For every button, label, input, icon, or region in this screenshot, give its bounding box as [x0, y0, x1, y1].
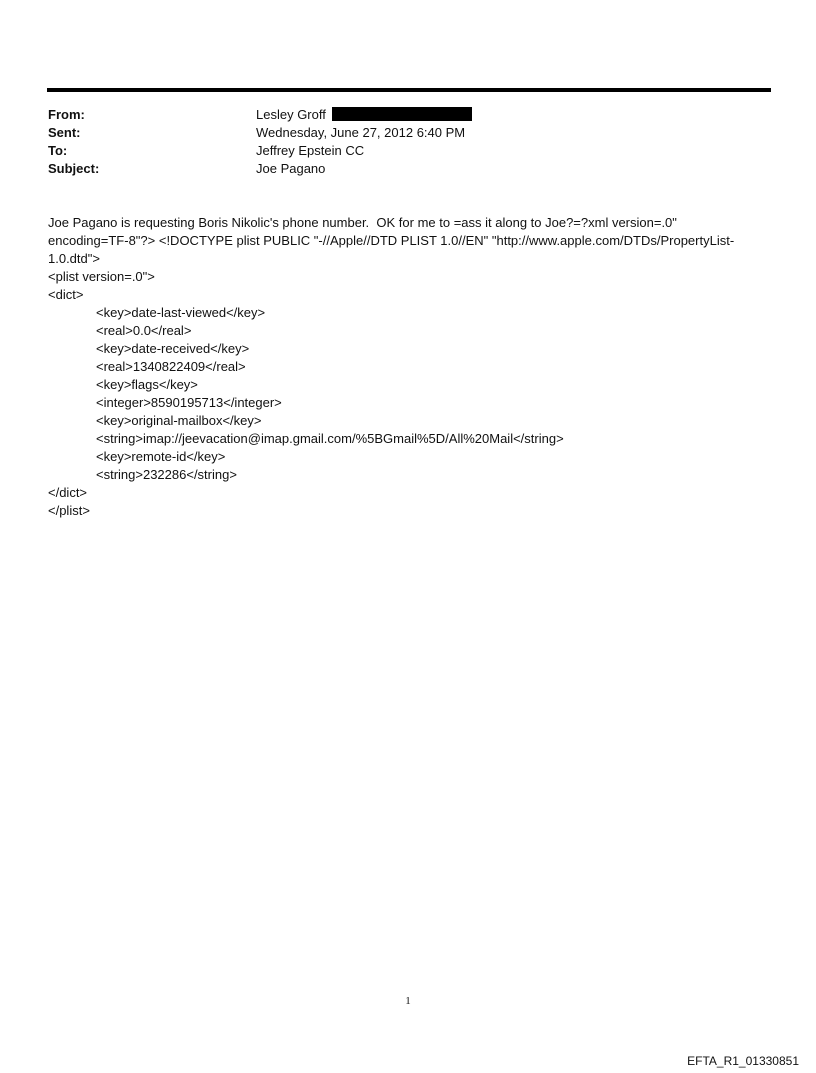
body-line: <key>flags</key>: [96, 377, 198, 392]
body-line: </plist>: [48, 503, 90, 518]
body-line: <real>0.0</real>: [96, 323, 192, 338]
header-rule: [47, 88, 771, 92]
sent-label: Sent:: [48, 125, 81, 140]
body-line: <plist version=.0">: [48, 269, 155, 284]
from-label: From:: [48, 107, 85, 122]
body-line: 1.0.dtd">: [48, 251, 100, 266]
body-line: Joe Pagano is requesting Boris Nikolic's phone number. OK for me to =ass it along to Joe?=?xml version=.0": [48, 215, 677, 230]
to-row: [48, 142, 768, 160]
email-header: [48, 106, 768, 178]
subject-value: Joe Pagano: [256, 161, 326, 176]
body-line: <key>date-last-viewed</key>: [96, 305, 266, 320]
body-line: <key>remote-id</key>: [96, 449, 226, 464]
from-row: [48, 106, 768, 124]
from-value: [256, 106, 472, 124]
sent-value: Wednesday, June 27, 2012 6:40 PM: [256, 125, 466, 140]
body-line: <key>date-received</key>: [96, 341, 250, 356]
body-line: <string>imap://jeevacation@imap.gmail.com/%5BGmail%5D/All%20Mail</string>: [96, 431, 564, 446]
body-line: <string>232286</string>: [96, 467, 237, 482]
to-value: Jeffrey Epstein CC: [256, 143, 365, 158]
subject-label: Subject:: [48, 161, 100, 176]
page-number: 1: [405, 995, 411, 1007]
document-id: EFTA_R1_01330851: [687, 1054, 799, 1068]
body-line: <dict>: [48, 287, 84, 302]
body-line: </dict>: [48, 485, 88, 500]
body-line: encoding=TF-8"?> <!DOCTYPE plist PUBLIC "-//Apple//DTD PLIST 1.0//EN" "http://www.apple.com/DTDs/PropertyList-: [48, 233, 735, 248]
subject-row: [48, 160, 768, 178]
from-name: Lesley Groff: [256, 107, 326, 122]
to-label: To:: [48, 143, 68, 158]
redaction-block: [332, 107, 472, 121]
body-line: <key>original-mailbox</key>: [96, 413, 262, 428]
email-body: [48, 214, 772, 520]
body-line: <integer>8590195713</integer>: [96, 395, 282, 410]
sent-row: [48, 124, 768, 142]
body-line: <real>1340822409</real>: [96, 359, 246, 374]
